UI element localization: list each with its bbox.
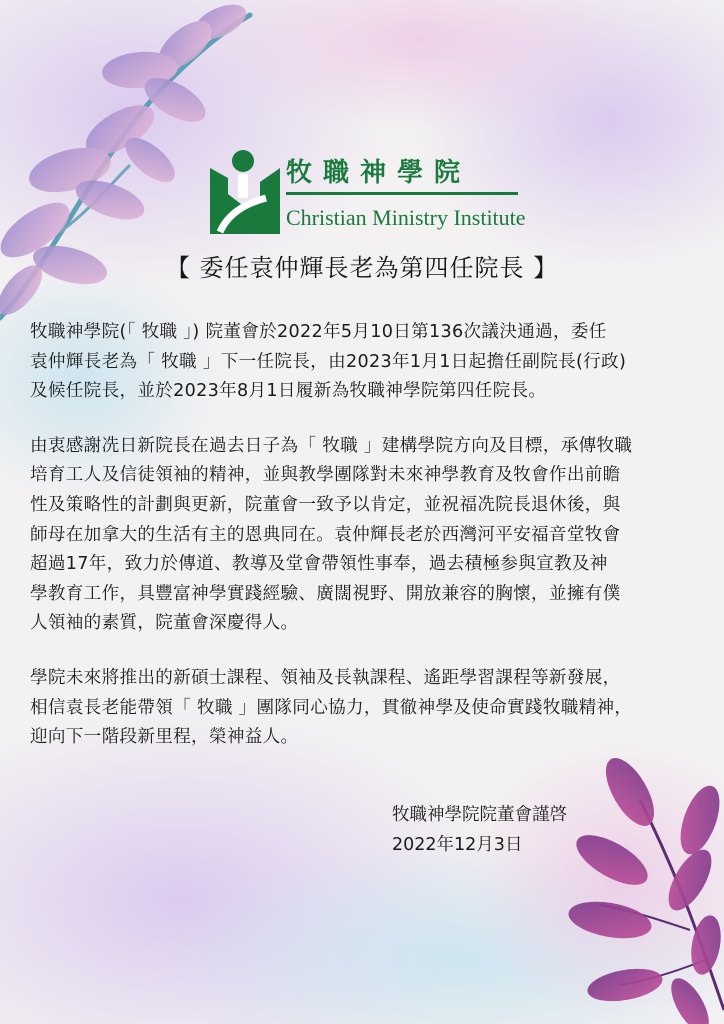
text-line: 牧職神學院(「 牧職 」) 院董會於2022年5月10日第136次議決通過，委任 (30, 322, 607, 342)
text-line: 師母在加拿大的生活有主的恩典同在。袁仲輝長老於西灣河平安福音堂牧會 (30, 524, 621, 545)
text-line: 袁仲輝長老為「 牧職 」下一任院長，由2023年1月1日起擔任副院長(行政) (30, 351, 627, 372)
paragraph-gratitude (30, 432, 700, 639)
text-line: 培育工人及信徒領袖的精神，並與教學團隊對未來神學教育及牧會作出前瞻 (30, 465, 621, 486)
letter-body (30, 318, 700, 778)
text-line: 人領袖的素質，院董會深慶得人。 (30, 613, 299, 634)
logo-name-english: Christian Ministry Institute (286, 205, 526, 230)
text-line: 性及策略性的計劃與更新，院董會一致予以肯定，並祝福冼院長退休後，與 (30, 494, 621, 515)
text-line: 超過17年，致力於傳道、教導及堂會帶領性事奉，過去積極参與宣教及神 (30, 554, 608, 575)
signature-org: 牧職神學院院董會謹啓 (392, 805, 567, 825)
text-line: 迎向下一階段新里程，榮神益人。 (30, 727, 299, 748)
paragraph-appointment (30, 318, 700, 407)
signature-date: 2022年12月3日 (392, 835, 523, 855)
page-title: 【 委任袁仲輝長老為第四任院長 】 (165, 254, 559, 282)
logo-name-chinese: 牧職神學院 (286, 158, 472, 188)
text-line: 及候任院長，並於2023年8月1日履新為牧職神學院第四任院長。 (30, 381, 547, 402)
text-line: 學院未來將推出的新碩士課程、領袖及長執課程、遙距學習課程等新發展， (30, 667, 621, 688)
text-line: 學教育工作，具豐富神學實踐經驗、廣闊視野、開放兼容的胸懷，並擁有僕 (30, 583, 621, 604)
text-line: 由衷感謝冼日新院長在過去日子為「 牧職 」建構學院方向及目標，承傳牧職 (30, 435, 633, 456)
paragraph-future (30, 664, 700, 753)
signature-block (392, 800, 567, 860)
text-line: 相信袁長老能帶領「 牧職 」團隊同心協力，貫徹神學及使命實踐牧職精神， (30, 697, 633, 718)
